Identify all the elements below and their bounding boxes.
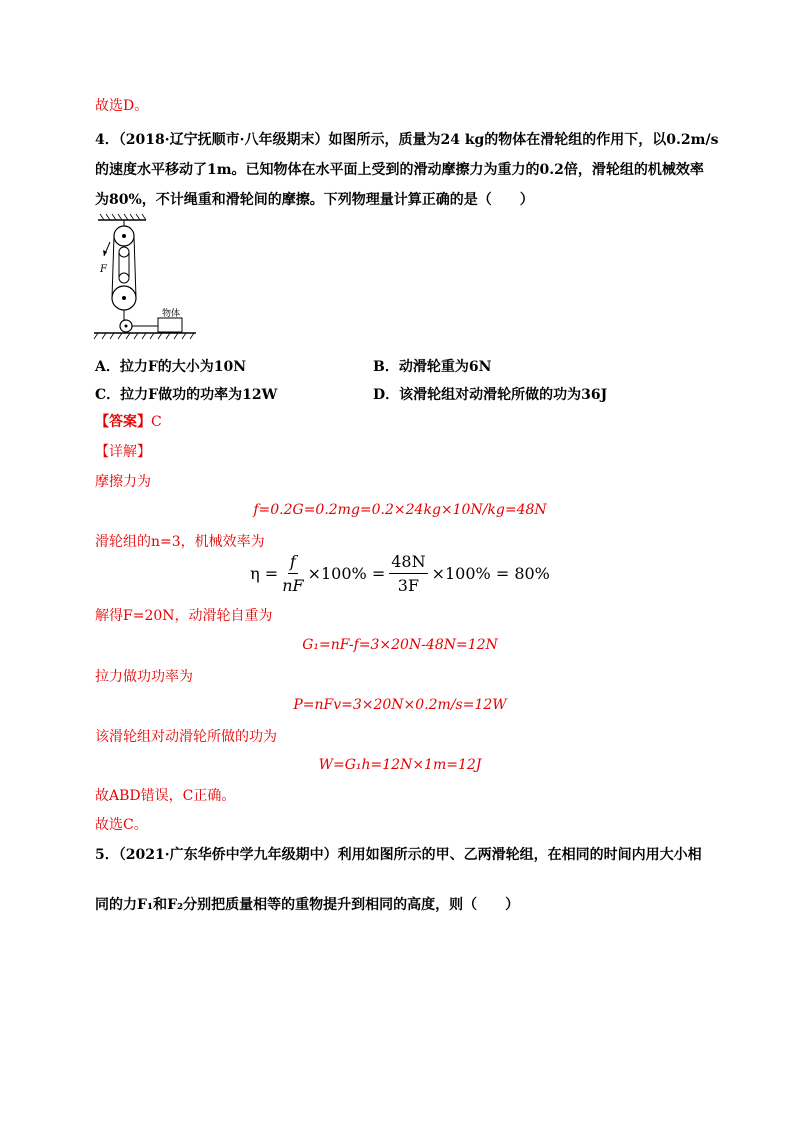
pulley-diagram <box>92 212 202 342</box>
formula-pulley-weight: G₁=nF-f=3×20N-48N=12N <box>302 637 498 653</box>
fraction-f-over-nF: $\frac{f}{nF}$ <box>282 552 304 595</box>
question-4-line-2: 的速度水平移动了1m。已知物体在水平面上受到的滑动摩擦力为重力的0.2倍，滑轮组的机械效率 <box>95 162 704 178</box>
formula-efficiency: η = $\frac{f}{nF}$ ×100% = $\frac{48N}{3F}$ ×100% = 80% <box>250 552 550 595</box>
detail-text-6: 故ABD错误，C正确。 <box>95 788 236 804</box>
option-d: D．该滑轮组对动滑轮所做的功为36J <box>373 387 608 403</box>
question-4-line-1: 4．（2018·辽宁抚顺市·八年级期末）如图所示，质量为24 kg的物体在滑轮组的作用下，以0.2m/s <box>95 132 719 148</box>
option-b: B．动滑轮重为6N <box>373 359 492 375</box>
option-c: C．拉力F做功的功率为12W <box>95 387 278 403</box>
answer-value: C <box>151 414 162 430</box>
force-label: F <box>100 264 107 275</box>
detail-text-4: 拉力做功功率为 <box>95 669 193 685</box>
detail-text-3: 解得F=20N，动滑轮自重为 <box>95 608 273 624</box>
formula-work: W=G₁h=12N×1m=12J <box>318 757 482 773</box>
fraction-48N-over-3F: $\frac{48N}{3F}$ <box>391 552 426 595</box>
detail-tag: 【详解】 <box>95 444 151 460</box>
question-5-line-1: 5．（2021·广东华侨中学九年级期中）利用如图所示的甲、乙两滑轮组，在相同的时间内用大小相 <box>95 847 702 863</box>
formula-power: P=nFv=3×20N×0.2m/s=12W <box>293 697 507 713</box>
answer-line <box>95 412 162 432</box>
option-a: A．拉力F的大小为10N <box>95 359 247 375</box>
formula-friction: f=0.2G=0.2mg=0.2×24kg×10N/kg=48N <box>253 502 547 518</box>
question-5-line-2: 同的力F₁和F₂分别把质量相等的重物提升到相同的高度，则（ ） <box>95 897 520 913</box>
answer-tag: 【答案】 <box>95 414 151 430</box>
detail-text-5: 该滑轮组对动滑轮所做的功为 <box>95 729 277 745</box>
question-4-line-3: 为80%，不计绳重和滑轮间的摩擦。下列物理量计算正确的是（ ） <box>95 192 534 208</box>
detail-text-7: 故选C。 <box>95 817 148 833</box>
object-label: 物体 <box>162 309 181 319</box>
question-4-number: 4． <box>95 132 119 148</box>
previous-answer: 故选D。 <box>95 98 149 114</box>
detail-text-1: 摩擦力为 <box>95 474 151 490</box>
detail-text-2: 滑轮组的n=3，机械效率为 <box>95 534 265 550</box>
